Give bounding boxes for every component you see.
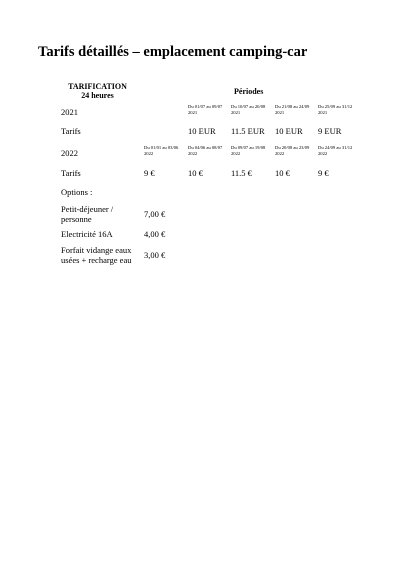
period-dates: Du 21/08 au 24/09 — [275, 104, 310, 109]
period-year: 2022 — [318, 151, 328, 157]
option-label-line: personne — [61, 213, 92, 224]
period-year: 2022 — [231, 151, 241, 157]
period-2021-1 — [188, 104, 222, 116]
period-2021-4 — [318, 104, 352, 116]
period-2022-3 — [231, 145, 265, 157]
tarif-2022-3: 11.5 € — [231, 168, 252, 178]
period-2022-5 — [318, 145, 352, 157]
period-dates: Du 09/07 au 19/08 — [231, 145, 266, 150]
tarif-2022-2: 10 € — [188, 168, 203, 178]
tarif-2021-1: 10 EUR — [188, 126, 216, 136]
options-heading: Options : — [61, 187, 93, 197]
tarif-2021-2: 11.5 EUR — [231, 126, 265, 136]
period-2022-1 — [144, 145, 178, 157]
periodes-header: Périodes — [234, 87, 264, 96]
period-dates: Du 01/01 au 03/06 — [144, 145, 179, 150]
option-price-electricity: 4,00 € — [144, 229, 166, 239]
period-2021-3 — [275, 104, 309, 116]
option-label-line: usées + recharge eau — [61, 254, 132, 265]
tarif-2021-3: 10 EUR — [275, 126, 303, 136]
period-dates: Du 01/07 au 09/07 — [188, 104, 223, 109]
option-label-water — [61, 246, 131, 266]
period-2022-2 — [188, 145, 222, 157]
tarifs-2021-label: Tarifs — [61, 126, 81, 136]
period-year: 2021 — [318, 110, 328, 116]
option-label-breakfast — [61, 205, 113, 225]
period-dates: Du 10/07 au 20/08 — [231, 104, 266, 109]
period-2022-4 — [275, 145, 309, 157]
option-price-breakfast: 7,00 € — [144, 209, 166, 219]
tarif-2022-4: 10 € — [275, 168, 290, 178]
period-dates: Du 04/06 au 08/07 — [188, 145, 223, 150]
tarification-header — [60, 82, 135, 100]
option-label-line: Petit-déjeuner / — [61, 204, 114, 214]
option-label-line: Forfait vidange eaux — [61, 245, 132, 255]
period-year: 2022 — [188, 151, 198, 157]
tarification-header-line-1: TARIFICATION — [68, 82, 127, 91]
tarifs-2022-label: Tarifs — [61, 168, 81, 178]
option-label-electricity: Electricité 16A — [61, 229, 113, 239]
option-price-water: 3,00 € — [144, 250, 166, 260]
period-year: 2022 — [275, 151, 285, 157]
period-year: 2022 — [144, 151, 154, 157]
period-2021-2 — [231, 104, 265, 116]
period-dates: Du 25/09 au 31/12 — [318, 104, 353, 109]
tarif-2022-5: 9 € — [318, 168, 329, 178]
year-2021-label: 2021 — [61, 107, 78, 117]
period-year: 2021 — [231, 110, 241, 116]
tarif-2021-4: 9 EUR — [318, 126, 342, 136]
year-2022-label: 2022 — [61, 148, 78, 158]
period-dates: Du 20/08 au 23/09 — [275, 145, 310, 150]
page-title: Tarifs détaillés – emplacement camping-car — [38, 44, 308, 60]
period-year: 2021 — [188, 110, 198, 116]
period-dates: Du 24/09 au 31/12 — [318, 145, 353, 150]
tarification-header-line-2: 24 heures — [81, 91, 114, 101]
period-year: 2021 — [275, 110, 285, 116]
tarif-2022-1: 9 € — [144, 168, 155, 178]
